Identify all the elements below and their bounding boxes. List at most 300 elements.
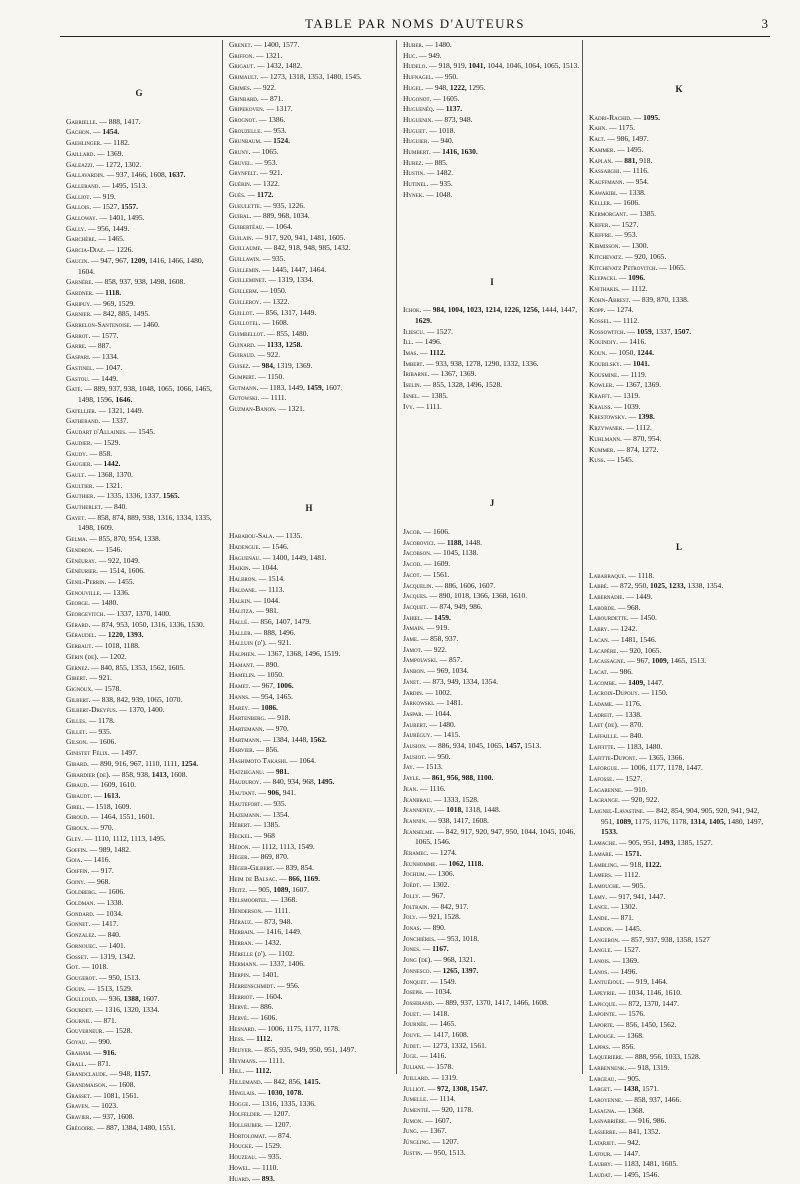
entry-separator: . — [618,241,631,250]
page-ref-bold: 1388, [124,994,143,1003]
author-name: Genouville [66,588,100,597]
index-entry [229,703,389,714]
author-name: Genil-Perrin [66,577,104,586]
index-entry [66,748,212,759]
index-entry [66,919,212,930]
index-entry [229,917,389,928]
page-ref-bold: 866, 1169. [289,874,320,883]
index-entry [229,949,389,960]
page-refs: 1609, 1610. [100,780,136,789]
index-entry [229,852,389,863]
page-ref-bold: 906, [268,788,283,797]
entry-separator: . — [610,198,623,207]
page-refs: 1529. [103,438,120,447]
author-name: Got [66,962,78,971]
author-name: Gayet [66,513,84,522]
author-name: Garcia-Diaz [66,245,103,254]
page-refs [102,127,119,136]
author-name: Héger [229,852,247,861]
page-refs: 1044. [262,563,279,572]
page-refs: 922, 1049. [108,556,140,565]
author-name: Krauss [589,402,611,411]
entry-separator: . — [88,598,101,607]
page-refs: 857. [449,655,462,664]
page-refs [446,104,462,113]
entry-separator: . — [88,620,101,629]
author-name: Jamain [403,623,423,632]
page-refs: 1183, 1481, 1605. [624,1159,678,1168]
page-ref-bold: 1025, 1233, [650,581,688,590]
index-entry [403,402,581,413]
index-entry [229,265,389,276]
page-refs: 885. [435,158,448,167]
page-refs: 1576. [628,1009,645,1018]
author-name: Juge [403,1051,416,1060]
author-name: Gougerot [66,973,95,982]
page-refs: 840, 855, 1353, 1562, 1605. [101,663,185,672]
index-entry [589,924,769,935]
entry-separator: . — [433,104,446,113]
index-entry [229,692,389,703]
entry-separator: . — [251,1045,264,1054]
author-name: Gérin (de) [66,652,97,661]
page-refs: 1416. [629,337,646,346]
author-name: Hinglais [229,1088,254,1097]
page-refs: 889, 968, 1034. [263,211,310,220]
page-refs [628,273,645,282]
index-entry [229,254,389,265]
author-name: Géraudel [66,630,95,639]
index-entry [66,984,212,995]
author-name: Kohn-Abrest [589,295,629,304]
index-entry [589,763,769,774]
entry-separator: . — [100,588,113,597]
index-entry [229,1024,389,1035]
entry-separator: . — [254,670,267,679]
index-entry [589,592,769,603]
index-entry [66,898,212,909]
entry-separator: . — [261,1077,274,1086]
index-entry [403,987,581,998]
page-refs: 969, 1034. [437,666,469,675]
page-refs: 949. [429,51,442,60]
index-entry [229,383,389,394]
author-name: Ivy [403,402,413,411]
index-entry [589,571,769,582]
page-refs: 871. [621,913,634,922]
index-entry [589,284,769,295]
page-refs: 981. [266,606,279,615]
entry-separator: . — [252,51,265,60]
author-name: Halitza [229,606,252,615]
page-refs: 922. [267,350,280,359]
author-name: Gouverneur [66,1026,102,1035]
index-entry [403,944,581,955]
index-entry [403,709,581,720]
index-entry [229,553,389,564]
entry-separator: . — [97,652,110,661]
author-name: Herban [229,938,251,947]
index-entry [66,363,212,374]
page-refs: 1368. [628,1106,645,1115]
author-name: Joseph [403,987,422,996]
author-name: Jacob [403,527,420,536]
entry-separator: . — [86,673,99,682]
author-name: Halphen [229,649,254,658]
entry-separator: . — [259,553,272,562]
author-name: Justin [403,1148,421,1157]
index-entry [229,863,389,874]
author-name: Guillot [229,308,252,317]
index-entry [229,115,389,126]
page-ref-bold: 1571. [625,849,642,858]
author-name: Janbon [403,666,424,675]
index-entry [229,297,389,308]
entry-separator: . — [247,852,260,861]
page-refs [267,340,302,349]
author-name: Garipuy [66,299,90,308]
index-entry [589,1084,769,1095]
page-refs: 842, 885, 1495. [103,309,150,318]
page-ref-bold: 1413, [152,770,171,779]
index-entry [589,455,769,466]
page-refs: 1064. [276,222,293,231]
page-refs: 1334. [102,352,119,361]
index-entry [403,623,581,634]
entry-separator: . — [81,384,94,393]
entry-separator: . — [273,981,286,990]
index-entry [589,902,769,913]
index-entry [403,934,581,945]
page-refs: 919. [436,623,449,632]
index-entry [229,596,389,607]
entry-separator: . — [86,534,99,543]
entry-separator: . — [423,1062,436,1071]
author-name: Huguenéq [403,104,433,113]
page-refs: 938, 1417, 1608. [438,816,489,825]
page-refs: 874, 953, 1050, 1316, 1336, 1530. [102,620,205,629]
entry-separator: . — [614,1031,627,1040]
page-refs: 969, 1529. [103,299,135,308]
index-entry [66,941,212,952]
index-entry [403,179,581,190]
page-refs: 935. [272,254,285,263]
author-name: Gutmann [229,383,256,392]
page-refs: 1319. [441,1073,458,1082]
author-name: Jamot [403,645,421,654]
index-entry [403,51,581,62]
page-refs: 917, 920, 941, 1481, 1605. [265,233,346,242]
index-entry [589,134,769,145]
entry-separator: . — [251,917,264,926]
index-entry [66,384,212,405]
page-refs: 936, 1388, 1607. [109,994,160,1003]
page-refs: 940. [440,136,453,145]
author-name: Hababou-Sala [229,531,272,540]
author-name: Généurier [66,566,96,575]
author-name: Labbé [589,581,607,590]
index-entry [229,660,389,671]
entry-separator: . — [643,806,656,815]
page-refs: 918, 1122. [630,860,661,869]
page-refs [638,412,655,421]
page-ref-bold: 1557. [121,202,138,211]
index-entry [229,681,389,692]
entry-separator: . — [263,329,276,338]
index-entry [66,1059,212,1070]
author-name: Jacquelin [403,581,431,590]
entry-separator: . — [95,973,108,982]
author-name: Lance [589,902,607,911]
index-entry [229,350,389,361]
index-entry [403,538,581,549]
index-entry [66,1016,212,1027]
index-entry [66,909,212,920]
page-refs: 989, 1482. [99,845,131,854]
entry-separator: . — [90,299,103,308]
author-name: Laudat [589,1170,611,1179]
entry-separator: . — [259,265,272,274]
index-entry [66,705,212,716]
entry-separator: . — [244,190,257,199]
author-name: Gatherand [66,416,98,425]
author-name: Jacobson [403,548,430,557]
author-name: Latour [589,1149,610,1158]
index-entry [589,445,769,456]
page-refs: 1050, 1244. [618,348,654,357]
page-ref-bold: 1089, [273,885,292,894]
author-name: Hervé [229,1002,247,1011]
index-entry [66,845,212,856]
page-refs: 1110. [262,1163,278,1172]
author-name: Lasagna [589,1106,614,1115]
index-entry [229,404,389,415]
entry-separator: . — [607,913,620,922]
entry-separator: . — [608,635,621,644]
entry-separator: . — [104,577,117,586]
index-entry [403,126,581,137]
author-name: Hadengue [229,542,259,551]
author-name: Hanns [229,692,248,701]
page-refs: 1207. [274,1120,291,1129]
entry-separator: . — [612,380,625,389]
index-entry [229,1152,389,1163]
entry-separator: . — [87,759,100,768]
page-refs: 1150. [268,372,285,381]
author-name: Humbert [403,147,429,156]
index-entry [66,213,212,224]
index-entry [229,906,389,917]
entry-separator: . — [254,1024,267,1033]
entry-separator: . — [622,177,635,186]
entry-separator: . — [250,179,263,188]
author-name: Girard [66,759,87,768]
author-name: Georgevitch [66,609,103,618]
entry-separator: . — [249,361,262,370]
entry-separator: . — [85,341,98,350]
index-entry [403,190,581,201]
author-name: Gilson [66,737,86,746]
page-refs [261,703,278,712]
author-name: Helsmoortel [229,895,267,904]
entry-separator: . — [430,94,443,103]
page-refs: 842, 854, 904, 905, 920, 941, 942, 951, 1089, 1175, 1176, 1178, 1314, 1405, 1480, 1497, 1533. [601,806,763,836]
index-entry [403,1041,581,1052]
entry-separator: . — [250,211,263,220]
author-name: Hamet [229,681,249,690]
page-ref-bold: 1457, [505,741,524,750]
page-refs: 842, 917. [441,902,469,911]
page-refs: 871. [98,1059,111,1068]
index-entry [229,970,389,981]
entry-separator: . — [427,848,440,857]
page-refs: 950. [445,72,458,81]
entry-separator: . — [259,318,272,327]
index-entry [403,602,581,613]
author-name: Hess [229,1034,243,1043]
entry-separator: . — [250,596,263,605]
author-name: Goiffin [66,866,88,875]
page-refs: 840, 934, 968, 1495. [273,777,335,786]
page-refs: 950, 1513. [108,973,140,982]
page-refs: 1495. [626,145,643,154]
page-refs: 921, 1528. [429,912,461,921]
entry-separator: . — [96,566,109,575]
page-ref-bold: 1006. [277,681,294,690]
page-refs: 1102. [278,949,295,958]
index-entry [589,1009,769,1020]
index-entry [229,799,389,810]
entry-separator: . — [426,1019,439,1028]
page-refs: 1319. [623,391,640,400]
index-entry [589,1138,769,1149]
page-refs: 1514, 1606. [109,566,145,575]
entry-separator: . — [422,688,435,697]
entry-separator: . — [89,695,102,704]
author-name: Hamant [229,660,253,669]
entry-separator: . — [611,870,624,879]
index-entry [66,641,212,652]
author-name: Gilbert [66,695,89,704]
author-name: Lapeyrie [589,988,615,997]
index-entry [66,877,212,888]
page-refs: 1460. [143,320,160,329]
index-entry [66,481,212,492]
page-refs: 1337, 1406. [269,959,305,968]
index-entry [589,166,769,177]
entry-separator: . — [415,51,428,60]
entry-separator: . — [607,967,620,976]
entry-separator: . — [615,1009,628,1018]
page-refs [429,348,445,357]
page-ref-bold: 972, 1308, 1547. [437,1084,488,1093]
page-refs: 1495, 1546. [624,1170,660,1179]
page-ref-bold: 984, [262,361,277,370]
index-entry [229,756,389,767]
entry-separator: . — [251,938,264,947]
entry-separator: . — [434,538,447,547]
entry-separator: . — [430,730,443,739]
author-name: Gueulette [229,201,260,210]
index-entry [66,117,212,128]
page-refs [633,359,650,368]
page-refs: 888, 956, 1033, 1528. [635,1052,701,1061]
author-name: Jumentié [403,1105,428,1114]
index-entry [403,977,581,988]
entry-separator: . — [417,634,430,643]
index-entry [589,838,769,849]
index-entry [66,994,212,1005]
index-entry [229,938,389,949]
page-refs: 842, 917, 920, 947, 950, 1044, 1045, 1046, 1065, 1546. [415,827,575,847]
index-entry [403,94,581,105]
index-entry [66,245,212,256]
entry-separator: . — [80,855,93,864]
author-name: Jochum [403,869,425,878]
author-name: Jumon [403,1116,421,1125]
index-entry [229,1045,389,1056]
entry-separator: . — [87,812,100,821]
author-name: Gaudart d'Allaines [66,427,125,436]
author-name: Galloway [66,213,96,222]
index-entry [229,649,389,660]
entry-separator: . — [263,767,276,776]
author-name: Huguet [403,126,425,135]
page-refs: 1455. [118,577,135,586]
page-ref-bold: 1454. [102,127,119,136]
entry-separator: . — [622,592,635,601]
entry-separator: . — [433,805,446,814]
page-refs: 1336. [113,588,130,597]
index-entry [229,788,389,799]
index-entry [229,628,389,639]
page-refs: 874, 1272. [626,445,658,454]
page-refs: 888, 1417. [109,117,141,126]
index-entry [229,72,389,83]
author-name: Haldane [229,585,255,594]
entry-separator: . — [249,681,262,690]
page-refs: 1333, 1528. [443,795,479,804]
entry-separator: . — [102,1026,115,1035]
index-entry [66,952,212,963]
entry-separator: . — [95,556,108,565]
page-refs: 1316, 1335, 1336. [261,1099,315,1108]
author-name: Herriot [229,992,252,1001]
index-entry [589,742,769,753]
page-refs: 906, 941. [268,788,296,797]
author-name: Hutinel [403,179,426,188]
index-entry [403,869,581,880]
entry-separator: . — [635,753,648,762]
page-refs: 1607. [434,1116,451,1125]
index-entry [589,370,769,381]
entry-separator: . — [612,849,625,858]
page-refs: 1527. [625,774,642,783]
author-name: Jame [403,634,417,643]
entry-separator: . — [257,72,270,81]
entry-separator: . — [259,254,272,263]
page-refs: 1302. [432,880,449,889]
page-refs [103,459,120,468]
index-entry [403,61,581,72]
entry-separator: . — [252,1141,265,1150]
page-refs: 920, 1178. [442,1105,474,1114]
author-name: Gosset [66,952,87,961]
page-refs: 1300. [631,241,648,250]
author-name: Koubilsky [589,359,620,368]
author-name: Lambling [589,860,617,869]
author-name: Guérin [229,179,250,188]
